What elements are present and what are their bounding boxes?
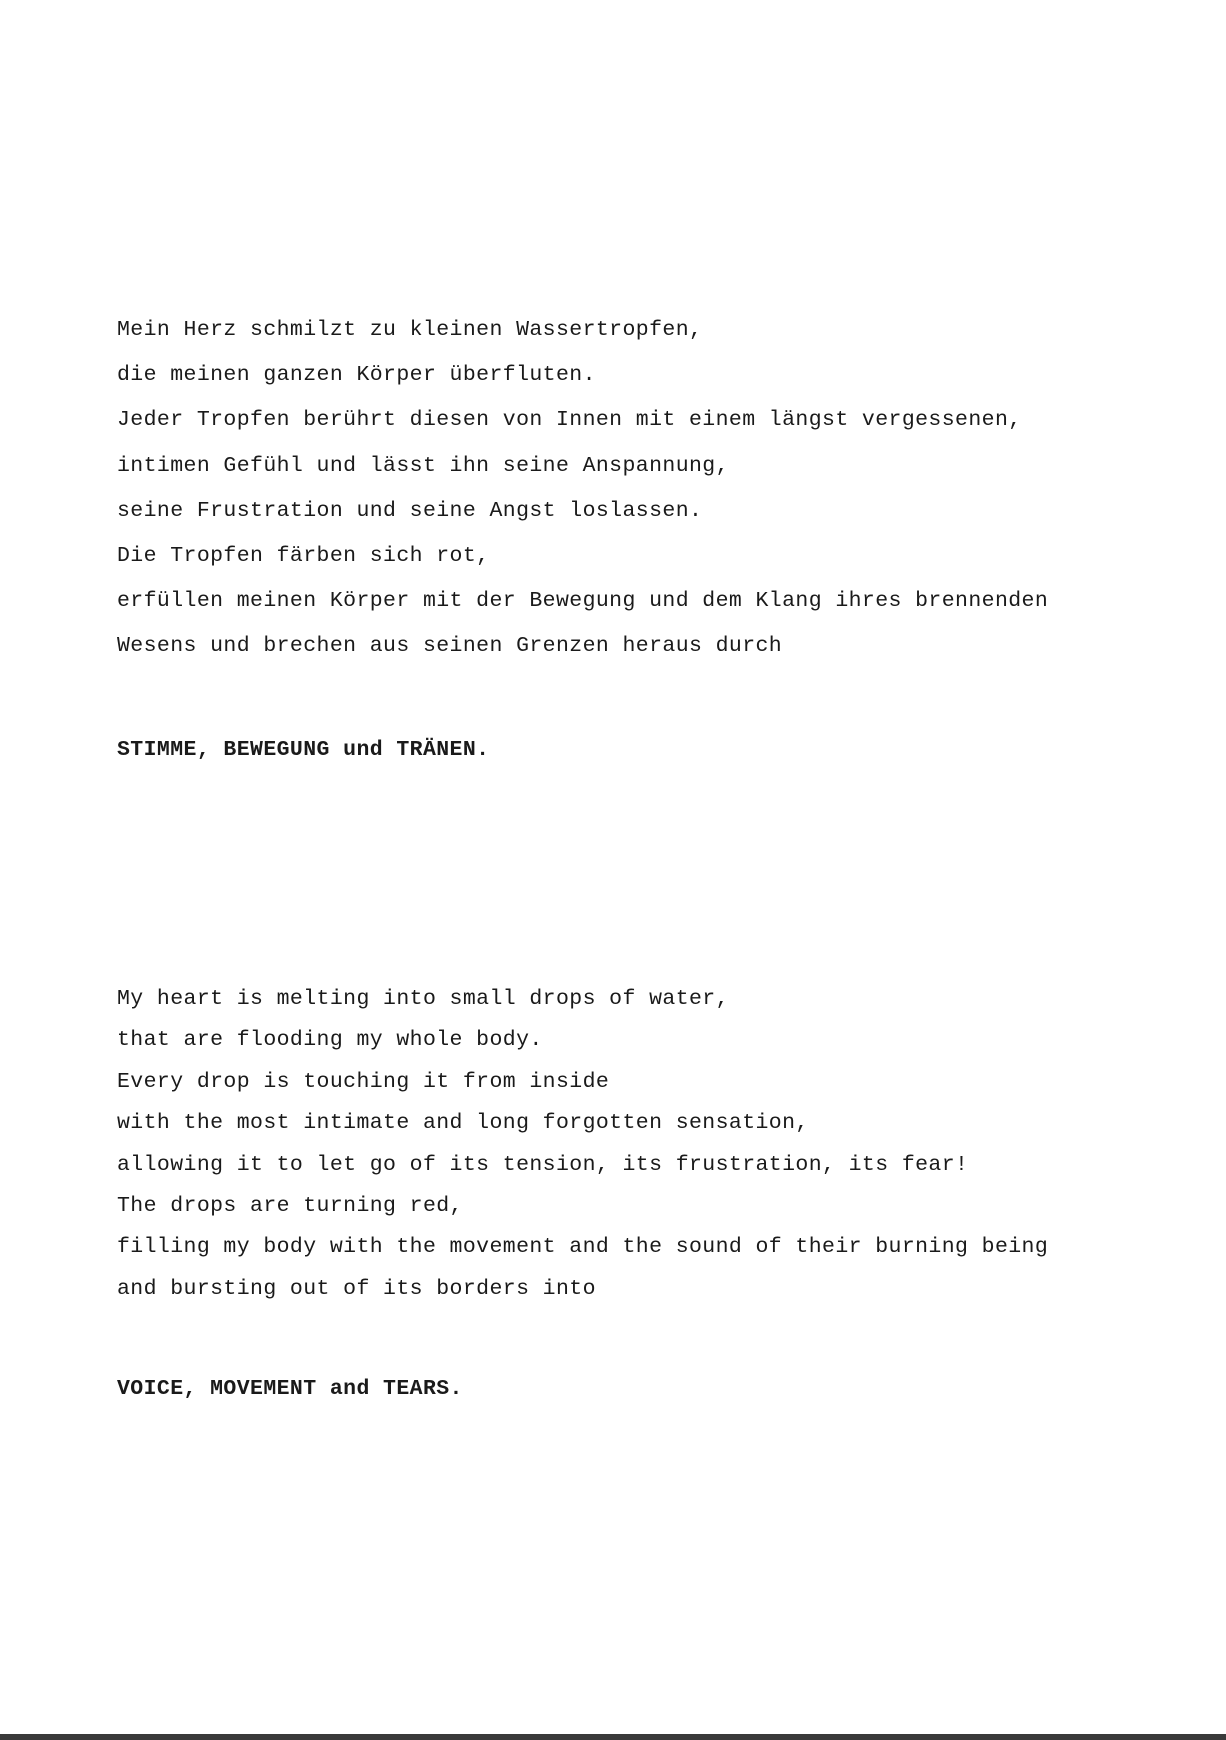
poem-line: Die Tropfen färben sich rot, xyxy=(117,544,490,569)
poem-line: The drops are turning red, xyxy=(117,1194,463,1219)
poem-line: My heart is melting into small drops of water, xyxy=(117,987,729,1011)
german-closing-line: STIMME, BEWEGUNG und TRÄNEN. xyxy=(117,738,490,762)
page-bottom-edge xyxy=(0,1734,1226,1740)
poem-line: filling my body with the movement and the sound of their burning being xyxy=(117,1235,1049,1260)
poem-line: with the most intimate and long forgotten sensation, xyxy=(117,1111,809,1136)
poem-line: Every drop is touching it from inside xyxy=(117,1069,610,1094)
poem-line: that are flooding my whole body. xyxy=(117,1028,543,1053)
poem-line: and bursting out of its borders into xyxy=(117,1276,596,1301)
poem-line: Wesens und brechen aus seinen Grenzen heraus durch xyxy=(117,634,783,659)
poem-line: allowing it to let go of its tension, its frustration, its fear! xyxy=(117,1152,969,1177)
german-stanza xyxy=(117,308,1048,670)
poem-line: Jeder Tropfen berührt diesen von Innen mit einem längst vergessenen, xyxy=(117,408,1022,433)
english-closing-line: VOICE, MOVEMENT and TEARS. xyxy=(117,1377,463,1401)
poem-line: die meinen ganzen Körper überfluten. xyxy=(117,363,596,388)
poem-line: Mein Herz schmilzt zu kleinen Wassertropfen, xyxy=(117,318,703,342)
english-stanza xyxy=(117,979,1048,1310)
poem-line: intimen Gefühl und lässt ihn seine Anspannung, xyxy=(117,453,729,478)
poem-line: erfüllen meinen Körper mit der Bewegung und dem Klang ihres brennenden xyxy=(117,589,1049,614)
poem-line: seine Frustration und seine Angst loslassen. xyxy=(117,498,703,523)
